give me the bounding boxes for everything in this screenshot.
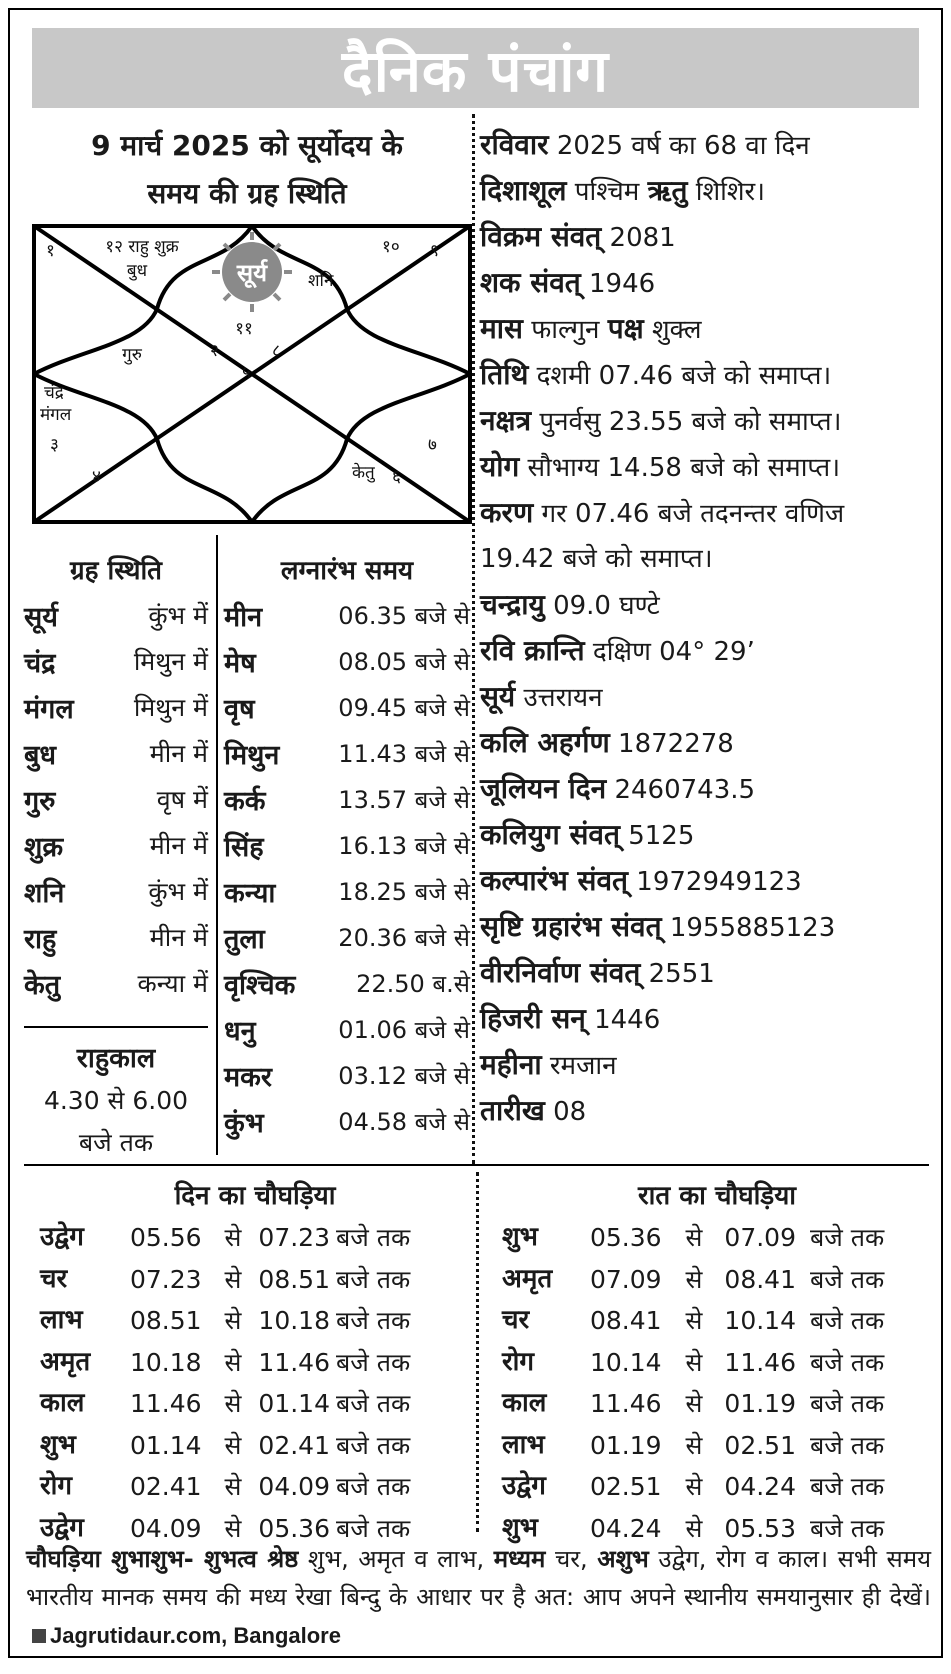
time-to: 02.41 — [258, 1430, 330, 1460]
svg-text:मंगल: मंगल — [40, 405, 72, 425]
svg-text:गुरु: गुरु — [122, 345, 142, 365]
panchang-details — [480, 122, 940, 1134]
chaughadiya-night-title: रात का चौघड़िया — [637, 1181, 797, 1211]
lagna-time: 20.36 बजे से — [338, 923, 470, 952]
time-from: 02.51 — [590, 1472, 662, 1501]
detail-value: गर 07.46 बजे तदनन्तर वणिज — [541, 499, 845, 529]
detail-value: 2551 — [648, 959, 715, 989]
planet-name: शुक्र — [24, 831, 64, 863]
detail-value: 2025 वर्ष का 68 वा दिन — [556, 131, 810, 161]
detail-label: महीना — [480, 1048, 542, 1081]
time-from: 10.18 — [130, 1347, 202, 1377]
time-sep: से — [224, 1347, 242, 1377]
time-tail: बजे तक — [810, 1223, 885, 1252]
detail-line — [480, 260, 940, 306]
chaughadiya-name: चर — [502, 1305, 530, 1335]
detail-label: कल्पारंभ संवत् — [480, 864, 629, 897]
detail-line — [480, 490, 940, 536]
detail-label: वीरनिर्वाण संवत् — [480, 956, 641, 989]
detail-label: नक्षत्र — [480, 404, 532, 437]
time-to: 08.41 — [724, 1264, 796, 1294]
time-tail: बजे तक — [810, 1513, 885, 1543]
header-banner — [32, 28, 919, 108]
chaughadiya-name: उद्वेग — [40, 1512, 84, 1543]
time-from: 02.41 — [130, 1472, 202, 1501]
detail-label: मास — [480, 312, 523, 345]
chaughadiya-row — [40, 1466, 470, 1508]
time-to: 08.51 — [258, 1264, 330, 1294]
svg-text:चंद्र: चंद्र — [44, 383, 64, 403]
planet-name: केतु — [24, 969, 61, 1001]
time-from: 07.09 — [590, 1264, 662, 1294]
time-sep: से — [224, 1430, 242, 1460]
detail-line — [480, 536, 940, 582]
svg-text:८: ८ — [272, 341, 281, 361]
detail-line — [480, 1088, 940, 1134]
planet-rashi: मीन में — [149, 923, 208, 952]
chaughadiya-name: शुभ — [502, 1222, 538, 1252]
detail-label: चन्द्रायु — [480, 588, 545, 621]
time-sep: से — [685, 1306, 703, 1335]
svg-text:९: ९ — [430, 241, 439, 261]
time-to: 04.09 — [258, 1472, 330, 1501]
lagna-time: 11.43 बजे से — [338, 739, 470, 768]
chaughadiya-night — [502, 1175, 932, 1549]
planet-rashi: कन्या में — [137, 969, 208, 998]
chaughadiya-name: शुभ — [502, 1512, 538, 1543]
time-tail: बजे तक — [810, 1347, 885, 1377]
planet-rashi: मिथुन में — [133, 647, 208, 676]
detail-value: फाल्गुन — [531, 315, 600, 345]
detail-value: 1446 — [594, 1005, 661, 1035]
time-tail: बजे तक — [336, 1389, 411, 1418]
time-from: 11.46 — [130, 1389, 202, 1418]
detail-label: हिजरी सन् — [480, 1002, 586, 1035]
time-tail: बजे तक — [810, 1264, 885, 1294]
time-from: 01.14 — [130, 1430, 202, 1460]
time-sep: से — [685, 1430, 703, 1460]
time-tail: बजे तक — [810, 1430, 885, 1460]
svg-text:५: ५ — [242, 363, 251, 383]
lagna-time: 18.25 बजे से — [338, 877, 470, 906]
chaughadiya-row — [502, 1383, 932, 1425]
chaughadiya-divider — [476, 1172, 479, 1532]
time-from: 10.14 — [590, 1347, 662, 1377]
time-from: 08.51 — [130, 1306, 202, 1335]
lagna-time: 01.06 बजे से — [338, 1015, 470, 1044]
detail-value: 09.0 घण्टे — [553, 591, 660, 621]
detail-value: दशमी 07.46 बजे को समाप्त। — [536, 361, 832, 391]
time-from: 04.24 — [590, 1513, 662, 1543]
graha-sthiti-title: ग्रह स्थिति — [69, 556, 163, 586]
planet-rashi: कुंभ में — [148, 877, 208, 906]
detail-line — [480, 904, 940, 950]
time-sep: से — [224, 1264, 242, 1294]
time-tail: बजे तक — [810, 1472, 885, 1501]
detail-line — [480, 168, 940, 214]
time-tail: बजे तक — [336, 1513, 411, 1543]
time-from: 01.19 — [590, 1430, 662, 1460]
lagna-name: कन्या — [224, 877, 276, 909]
column-divider — [472, 114, 475, 1164]
planet-rashi: मिथुन में — [133, 693, 208, 722]
time-to: 07.23 — [258, 1223, 330, 1252]
chaughadiya-name: रोग — [40, 1471, 73, 1501]
detail-line — [480, 674, 940, 720]
graha-row — [24, 684, 208, 730]
section-divider — [24, 1164, 929, 1166]
detail-value: पश्चिम — [574, 177, 640, 207]
square-icon — [32, 1629, 46, 1643]
lagna-time: 03.12 बजे से — [338, 1061, 470, 1090]
planet-name: मंगल — [24, 693, 74, 725]
detail-value: 1972949123 — [636, 867, 802, 897]
lagna-row — [224, 960, 470, 1006]
time-to: 05.36 — [258, 1513, 330, 1543]
time-sep: से — [685, 1347, 703, 1377]
lagna-time: 09.45 बजे से — [338, 693, 470, 722]
detail-line — [480, 766, 940, 812]
chaughadiya-name: लाभ — [40, 1305, 83, 1335]
time-from: 05.56 — [130, 1223, 202, 1252]
time-to: 10.14 — [724, 1306, 796, 1335]
detail-label: रविवार — [480, 128, 549, 161]
detail-line — [480, 306, 940, 352]
detail-label: पक्ष — [607, 312, 644, 345]
detail-label: कलि अहर्गण — [480, 726, 610, 759]
planet-name: शनि — [24, 877, 65, 909]
lagna-time: 04.58 बजे से — [338, 1107, 470, 1136]
planet-rashi: कुंभ में — [148, 601, 208, 630]
planet-name: राहु — [24, 923, 57, 955]
lagna-row — [224, 730, 470, 776]
graha-row — [24, 592, 208, 638]
svg-text:बुध: बुध — [126, 261, 148, 281]
detail-value: 08 — [553, 1097, 587, 1127]
time-sep: से — [224, 1472, 242, 1501]
svg-text:६: ६ — [392, 467, 401, 487]
lagna-name: धनु — [224, 1015, 256, 1047]
detail-line — [480, 352, 940, 398]
detail-line — [480, 122, 940, 168]
detail-line — [480, 858, 940, 904]
time-from: 05.36 — [590, 1223, 662, 1252]
detail-label: सूर्य — [480, 680, 516, 713]
svg-text:२: २ — [210, 341, 219, 361]
detail-line — [480, 214, 940, 260]
graha-row — [24, 730, 208, 776]
lagna-time: 22.50 ब.से — [356, 969, 470, 998]
chaughadiya-row — [502, 1425, 932, 1467]
kundli-chart — [32, 224, 472, 528]
time-tail: बजे तक — [336, 1347, 411, 1377]
detail-label: करण — [480, 496, 534, 529]
planet-rashi: मीन में — [149, 739, 208, 768]
detail-label: तिथि — [480, 358, 529, 391]
graha-row — [24, 776, 208, 822]
detail-value: 1955885123 — [669, 913, 836, 943]
time-sep: से — [224, 1223, 242, 1252]
lagna-time: 16.13 बजे से — [338, 831, 470, 860]
lagna-row — [224, 592, 470, 638]
svg-text:३: ३ — [50, 435, 59, 455]
graha-sthiti-table — [24, 550, 208, 1006]
detail-line — [480, 996, 940, 1042]
detail-line — [480, 1042, 940, 1088]
page-title: दैनिक पंचांग — [341, 36, 610, 105]
chaughadiya-name: चर — [40, 1263, 68, 1294]
lagna-time: 06.35 बजे से — [338, 601, 470, 630]
table-divider — [216, 535, 218, 1155]
time-to: 05.53 — [724, 1513, 796, 1543]
time-to: 10.18 — [258, 1306, 330, 1335]
chaughadiya-name: काल — [40, 1388, 85, 1418]
time-from: 07.23 — [130, 1264, 202, 1294]
planet-rashi: मीन में — [149, 831, 208, 860]
detail-value: पुनर्वसु 23.55 बजे को समाप्त। — [539, 407, 842, 437]
chaughadiya-name: लाभ — [502, 1429, 545, 1460]
time-tail: बजे तक — [336, 1306, 411, 1335]
time-to: 02.51 — [724, 1430, 796, 1460]
time-to: 04.24 — [724, 1472, 796, 1501]
detail-label: योग — [480, 450, 520, 483]
svg-text:१: १ — [46, 241, 55, 261]
lagna-row — [224, 1098, 470, 1144]
chaughadiya-row — [40, 1300, 470, 1342]
panchang-page — [8, 8, 943, 1658]
time-from: 08.41 — [590, 1306, 662, 1335]
lagna-row — [224, 1052, 470, 1098]
detail-value: शुक्ल — [651, 315, 702, 345]
lagna-name: कर्क — [224, 785, 266, 817]
lagna-name: तुला — [224, 923, 265, 955]
time-tail: बजे तक — [810, 1306, 885, 1335]
chaughadiya-row — [502, 1300, 932, 1342]
time-to: 07.09 — [724, 1223, 796, 1252]
graha-row — [24, 638, 208, 684]
detail-label: सृष्टि ग्रहारंभ संवत् — [480, 910, 662, 943]
svg-text:१०: १० — [382, 237, 400, 257]
detail-line — [480, 444, 940, 490]
footer-note: चौघड़िया शुभाशुभ- शुभत्व श्रेष्ठ शुभ, अमृत व लाभ, मध्यम चर, अशुभ उद्वेग, रोग व काल। सभी समय भारतीय मानक समय की मध्य रेखा बिन्दु के आधार पर है अत: आप अपने स्थानीय समयानुसार ही देखें।Jagrutidaur.com, Bangalore — [26, 1545, 932, 1648]
time-tail: बजे तक — [336, 1264, 411, 1294]
time-to: 01.19 — [724, 1389, 796, 1418]
svg-text:केतु: केतु — [352, 463, 375, 483]
detail-label: शक संवत् — [480, 266, 581, 299]
detail-value: रमजान — [549, 1051, 617, 1081]
detail-value: 1872278 — [618, 729, 734, 759]
time-sep: से — [224, 1306, 242, 1335]
detail-value: उत्तरायन — [523, 683, 603, 713]
chaughadiya-day — [40, 1175, 470, 1549]
planet-name: बुध — [24, 739, 57, 771]
time-to: 01.14 — [258, 1389, 330, 1418]
graha-row — [24, 960, 208, 1006]
graha-row — [24, 868, 208, 914]
chaughadiya-row — [502, 1466, 932, 1508]
lagna-row — [224, 914, 470, 960]
sun-icon — [212, 232, 292, 312]
detail-line — [480, 398, 940, 444]
lagna-name: मकर — [224, 1061, 272, 1093]
time-sep: से — [685, 1389, 703, 1418]
svg-text:११: ११ — [235, 319, 253, 339]
chaughadiya-row — [40, 1217, 470, 1259]
svg-text:शनि: शनि — [308, 271, 334, 291]
chaughadiya-name: शुभ — [40, 1429, 76, 1460]
lagnarambh-title: लग्नारंभ समय — [280, 556, 414, 586]
detail-line — [480, 628, 940, 674]
time-tail: बजे तक — [336, 1223, 411, 1252]
time-sep: से — [685, 1472, 703, 1501]
chaughadiya-row — [502, 1217, 932, 1259]
detail-value: दक्षिण 04° 29’ — [592, 637, 755, 667]
svg-text:७: ७ — [428, 435, 437, 455]
chaughadiya-row — [40, 1383, 470, 1425]
chaughadiya-row — [40, 1342, 470, 1384]
detail-value: शिशिर। — [695, 177, 766, 207]
detail-line — [480, 582, 940, 628]
lagna-row — [224, 868, 470, 914]
detail-value: 2460743.5 — [614, 775, 756, 805]
graha-row — [24, 914, 208, 960]
time-to: 11.46 — [258, 1347, 330, 1377]
lagna-time: 13.57 बजे से — [338, 785, 470, 814]
chaughadiya-row — [40, 1425, 470, 1467]
planet-name: गुरु — [24, 785, 56, 817]
time-from: 11.46 — [590, 1389, 662, 1418]
lagna-row — [224, 684, 470, 730]
chaughadiya-row — [502, 1342, 932, 1384]
lagna-row — [224, 822, 470, 868]
chaughadiya-name: अमृत — [40, 1346, 91, 1377]
lagna-name: मेष — [224, 647, 256, 679]
rahukal-divider — [24, 1026, 208, 1028]
lagna-name: सिंह — [224, 831, 264, 863]
lagna-name: कुंभ — [224, 1107, 264, 1139]
lagnarambh-table — [224, 550, 470, 1144]
time-sep: से — [685, 1513, 703, 1543]
time-tail: बजे तक — [336, 1472, 411, 1501]
credit-text: Jagrutidaur.com, Bangalore — [50, 1623, 341, 1648]
detail-value: 5125 — [628, 821, 695, 851]
kundli-title: 9 मार्च 2025 को सूर्योदय के समय की ग्रह स्थिति — [91, 129, 403, 210]
time-from: 04.09 — [130, 1513, 202, 1543]
detail-label: जूलियन दिन — [480, 772, 607, 805]
detail-line — [480, 720, 940, 766]
lagna-name: मीन — [224, 601, 263, 633]
kundli-svg — [32, 224, 472, 524]
detail-label: रवि क्रान्ति — [480, 634, 585, 667]
detail-value: सौभाग्य 14.58 बजे को समाप्त। — [527, 453, 841, 483]
chaughadiya-row — [40, 1259, 470, 1301]
chaughadiya-row — [502, 1259, 932, 1301]
time-tail: बजे तक — [810, 1389, 885, 1418]
planet-name: चंद्र — [24, 647, 56, 679]
svg-text:४: ४ — [92, 467, 101, 487]
planet-name: सूर्य — [24, 601, 58, 633]
detail-line — [480, 812, 940, 858]
detail-value: 2081 — [609, 223, 676, 253]
chaughadiya-day-title: दिन का चौघड़िया — [174, 1181, 336, 1211]
time-sep: से — [224, 1389, 242, 1418]
lagna-row — [224, 776, 470, 822]
chaughadiya-name: काल — [502, 1388, 547, 1418]
lagna-time: 08.05 बजे से — [338, 647, 470, 676]
svg-text:सूर्य: सूर्य — [236, 259, 268, 287]
chaughadiya-name: रोग — [502, 1346, 535, 1377]
lagna-name: मिथुन — [224, 739, 280, 771]
detail-label: ऋतु — [647, 174, 688, 207]
planet-rashi: वृष में — [156, 785, 208, 814]
chaughadiya-name: उद्वेग — [502, 1471, 546, 1501]
svg-text:१२ राहु शुक्र: १२ राहु शुक्र — [105, 237, 179, 257]
detail-line — [480, 950, 940, 996]
time-sep: से — [685, 1223, 703, 1252]
lagna-name: वृष — [224, 693, 255, 725]
rahukal-box: राहुकाल 4.30 से 6.00 बजे तक — [43, 1043, 189, 1157]
detail-label: विक्रम संवत् — [480, 220, 602, 253]
time-tail: बजे तक — [336, 1430, 411, 1460]
detail-value: 1946 — [589, 269, 656, 299]
lagna-row — [224, 1006, 470, 1052]
detail-label: कलियुग संवत् — [480, 818, 620, 851]
time-sep: से — [685, 1264, 703, 1294]
time-sep: से — [224, 1513, 242, 1543]
chaughadiya-name: उद्वेग — [40, 1222, 84, 1252]
lagna-name: वृश्चिक — [224, 969, 296, 1001]
graha-row — [24, 822, 208, 868]
detail-label: दिशाशूल — [480, 174, 567, 207]
detail-label: तारीख — [480, 1094, 545, 1127]
detail-value: 19.42 बजे को समाप्त। — [480, 544, 713, 574]
chaughadiya-name: अमृत — [502, 1263, 553, 1294]
time-to: 11.46 — [724, 1347, 796, 1377]
lagna-row — [224, 638, 470, 684]
